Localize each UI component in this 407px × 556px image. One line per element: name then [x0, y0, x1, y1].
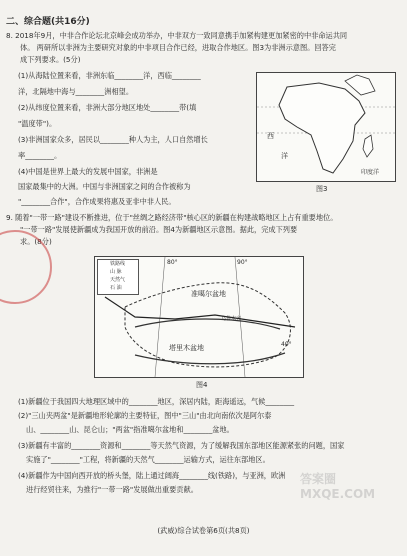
q9-line-2: 求。(8分) — [20, 237, 52, 246]
fig4-caption: 图4 — [196, 381, 208, 389]
legend-mountain: 山 脉 — [110, 269, 122, 275]
q9-ans-4: 实施了"________"工程，将新疆的天然气________运输方式，运往东部地区。 — [26, 455, 270, 464]
map-legend — [97, 259, 139, 295]
q9-ans-0: (1)新疆位于我国四大地理区域中的________地区，深居内陆，距海遥远，气候________ — [18, 397, 295, 406]
ocean-label-indian: 印度洋 — [361, 169, 380, 176]
watermark-logo — [300, 470, 400, 540]
africa-map — [256, 72, 396, 182]
q8-line-5: (2)从纬度位置来看，非洲大部分地区地处________带(填 — [18, 103, 197, 112]
q9-line-1: "一带一路"发展使新疆成为我国开放的前沿。图4为新疆地区示意图。据此，完成下列要 — [20, 225, 298, 234]
q8-line-7: (3)非洲国家众多，居民以________种人为主，人口自然增长 — [18, 135, 208, 144]
q8-line-11: "________合作"，合作成果将惠及亚非中非人民。 — [18, 197, 176, 206]
xinjiang-map — [94, 256, 304, 378]
q8-line-2: 成下列要求。(5分) — [20, 55, 81, 64]
q8-line-4: 洋，北隔地中海与________洲相望。 — [18, 87, 134, 96]
legend-gas: 天然气 — [110, 277, 126, 283]
q8-line-1: 体。 两研所以非洲为主要研究对象的中非项目合作已经，进取合作地区。图3为非洲示意图。回答完 — [20, 43, 336, 52]
section-title: 二、综合题(共16分) — [6, 17, 90, 27]
q9-ans-2: 山、________山、昆仑山；"两盆"指准噶尔盆地和________盆地。 — [26, 425, 234, 434]
q8-line-3: (1)从海陆位置来看，非洲东临________洋，西临________ — [18, 71, 201, 80]
deg-80: 80° — [167, 259, 178, 266]
q9-ans-6: 进行经贸往来，为推行"一带一路"发展做出重要贡献。 — [26, 485, 198, 494]
q8-line-8: 率________。 — [18, 151, 62, 160]
q9-ans-5: (4)新疆作为中国向西开放的桥头堡，陆上通过阔海________线(铁路)，与亚洲，欧洲 — [18, 471, 286, 480]
q9-ans-1: (2)"三山夹两盆"是新疆地形轮廓的主要特征，图中"三山"由北向南依次是阿尔泰 — [18, 411, 272, 420]
deg-40: 40° — [281, 341, 292, 348]
jungar-basin: 准噶尔盆地 — [191, 290, 226, 298]
tarim-basin: 塔里木盆地 — [169, 344, 204, 352]
legend-railway: 铁路线 — [110, 261, 126, 267]
watermark-text: 答案圈 MXQE.COM — [300, 472, 376, 501]
legend-oil: 石 油 — [110, 285, 122, 291]
q9-line-0: 9. 随着"一带一路"建设不断推进，位于"丝绸之路经济带"核心区的新疆在构建战略地区上占有重要地位。 — [6, 213, 338, 222]
urumqi-label: 乌鲁木齐 — [221, 316, 242, 322]
ocean-label-sea: 洋 — [281, 152, 288, 160]
q8-line-10: 国家最集中的大洲。中国与非洲国家之间的合作被称为 — [18, 182, 191, 191]
q8-line-0: 8. 2018年9月，中非合作论坛北京峰会成功举办，中非双方一致同意携手加紧构建更加紧密的中非命运共同 — [6, 31, 348, 40]
q9-ans-3: (3)新疆有丰富的________资源和________等天然气资源，为了缓解我国东部地区能源紧张的问题，国家 — [18, 441, 345, 450]
deg-90: 90° — [237, 259, 248, 266]
ocean-label-west: 西 — [267, 132, 274, 140]
q8-line-6: "温度带")。 — [18, 119, 57, 128]
fig3-caption: 图3 — [316, 185, 328, 193]
africa-map-svg — [257, 73, 395, 181]
q8-line-9: (4)中国是世界上最大的发展中国家，非洲是 — [18, 167, 158, 176]
page-footer: (武威)综合试卷第6页(共8页) — [157, 526, 250, 535]
